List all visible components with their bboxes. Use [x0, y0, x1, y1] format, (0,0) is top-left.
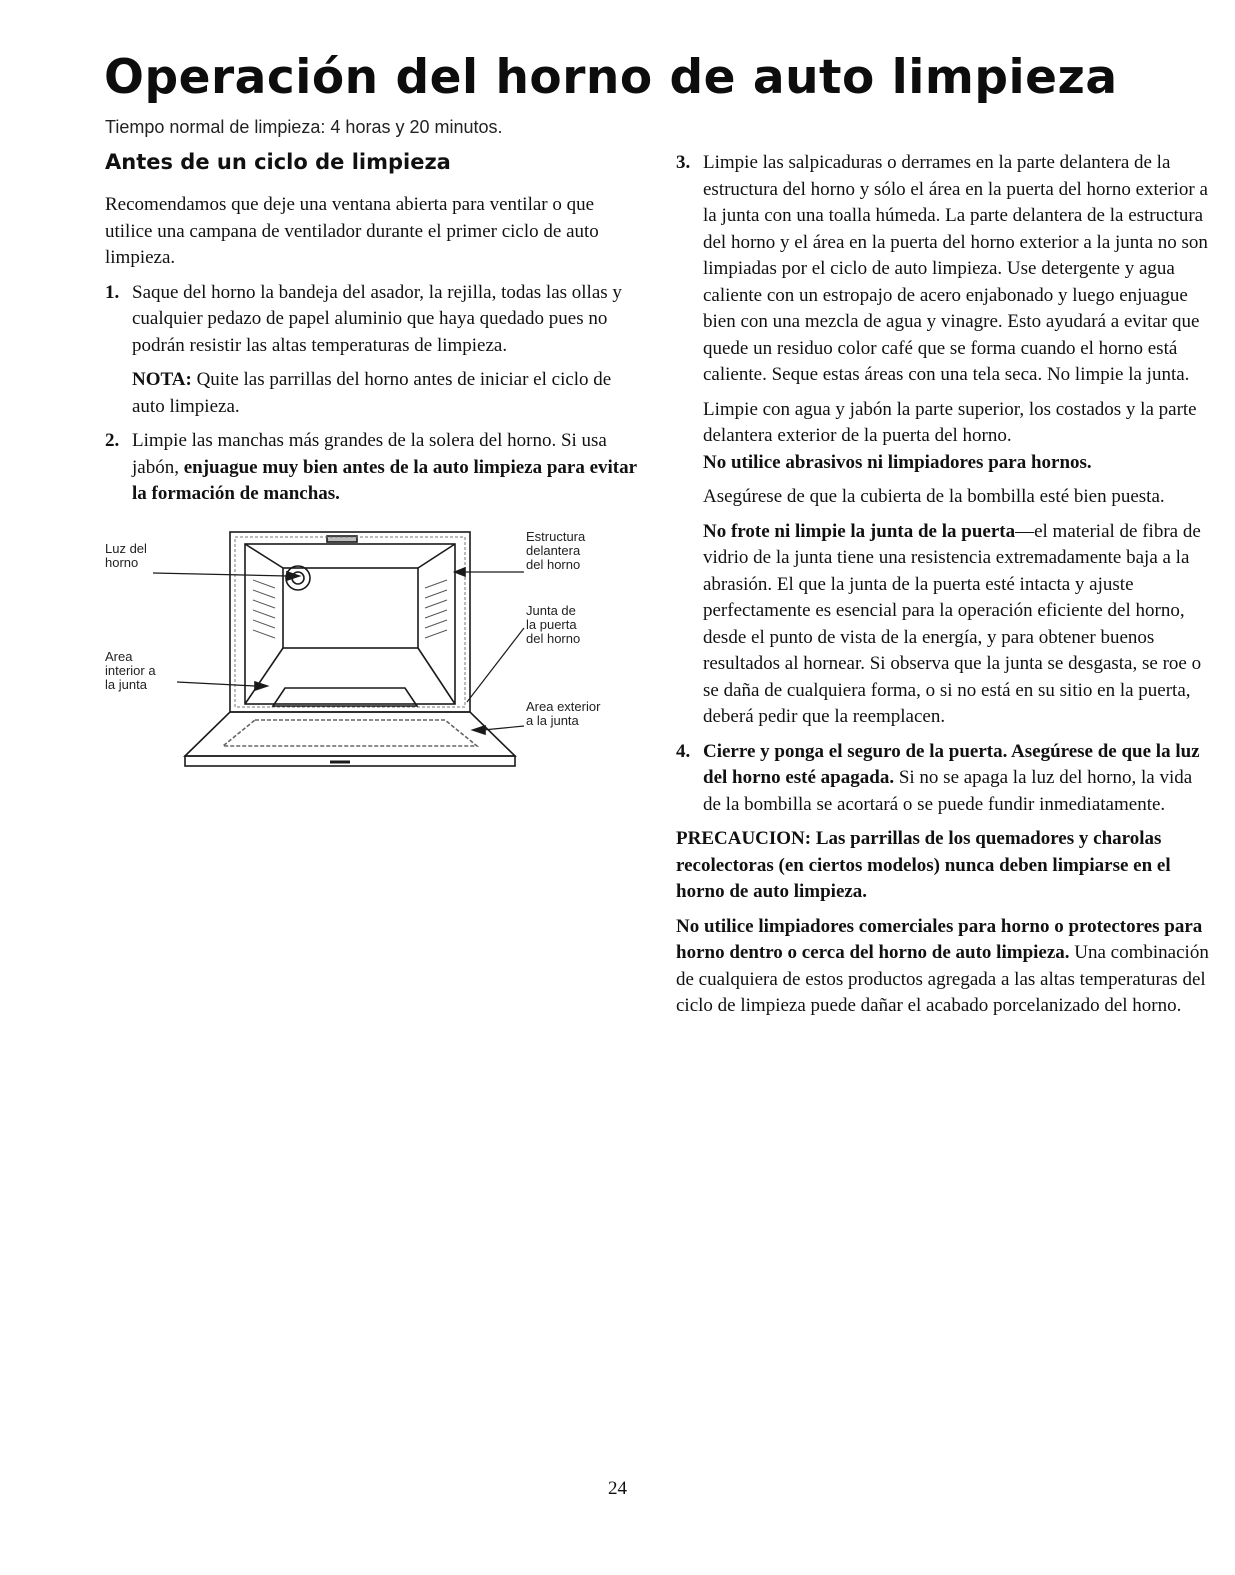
step-number: 4. — [676, 740, 691, 762]
step-4-text — [703, 739, 1211, 819]
oven-diagram — [105, 530, 635, 770]
oven-door — [185, 712, 515, 756]
final-warning — [676, 914, 1211, 1020]
step-4-plain: Si no se apaga la luz del horno, la vida de la bombilla se acortará o se puede fundir inmediatamente. — [703, 767, 1193, 815]
note-text: Quite las parrillas del horno antes de iniciar el ciclo de auto limpieza. — [132, 369, 612, 417]
page-subtitle: Tiempo normal de limpieza: 4 horas y 20 minutos. — [105, 117, 503, 137]
label-area-exterior: Area exterior a la junta — [526, 698, 601, 728]
right-column — [676, 150, 1211, 1028]
precaucion — [676, 826, 1211, 906]
step-1-text: Saque del horno la bandeja del asador, la rejilla, todas las ollas y cualquier pedazo de papel aluminio que haya quedado pues no podrán resistir las altas temperaturas de limpieza. — [132, 281, 622, 356]
step-2-text — [132, 428, 645, 508]
intro-paragraph: Recomendamos que deje una ventana abierta para ventilar o que utilice una campana de ventilador durante el primer ciclo de auto limpieza. — [105, 194, 599, 268]
step-2-bold: enjuague muy bien antes de la auto limpieza para evitar la formación de manchas. — [132, 456, 637, 504]
para-abrasivos — [703, 450, 1211, 477]
para-bombilla: Asegúrese de que la cubierta de la bombilla esté bien puesta. — [703, 486, 1165, 507]
para-abrasivos-bold: No utilice abrasivos ni limpiadores para hornos. — [703, 451, 1092, 473]
step-3 — [676, 150, 1211, 389]
step-1 — [105, 280, 645, 421]
label-junta-puerta: Junta de la puerta del horno — [526, 602, 581, 646]
para-junta-text: —el material de fibra de vidrio de la junta tiene una resistencia extremadamente baja a la abrasión. El que la junta de la puerta esté intacta y ajuste perfectamente es esencial para la operación eficiente del horno, desde el punto de vista de la energía, y para obtener buenos resultados al hornear. Si observa que la junta se desgasta, se roe o se daña de cualquiera forma, o si no está en su sitio en la puerta, deberá pedir que la reemplacen. — [703, 520, 1202, 727]
gasket-block — [676, 519, 1211, 731]
para-junta-bold: No frote ni limpie la junta de la puerta — [703, 520, 1016, 542]
note-label: NOTA: — [132, 369, 192, 390]
exterior-cleaning-block — [676, 397, 1211, 477]
final-warning-text: Una combinación de cualquiera de estos productos agregada a las altas temperaturas del ciclo de limpieza puede dañar el acabado porcelanizado del horno. — [676, 942, 1209, 1016]
label-estructura-delantera: Estructura delantera del horno — [526, 528, 586, 572]
section-heading: Antes de un ciclo de limpieza — [105, 150, 451, 174]
page-number: 24 — [608, 1478, 627, 1499]
left-column — [105, 150, 645, 770]
step-number: 1. — [105, 281, 120, 303]
step-number: 2. — [105, 430, 120, 451]
para-junta — [703, 519, 1211, 731]
step-number: 3. — [676, 152, 691, 173]
final-warning-block — [676, 914, 1211, 1020]
para-costados: Limpie con agua y jabón la parte superior, los costados y la parte delantera exterior de la puerta del horno. — [703, 398, 1197, 446]
note-paragraph — [132, 367, 645, 420]
step-4-bold: Cierre y ponga el seguro de la puerta. Asegúrese de que la luz del horno esté apagada. — [703, 740, 1200, 788]
step-3-text: Limpie las salpicaduras o derrames en la parte delantera de la estructura del horno y sólo el área en la puerta del horno exterior a la junta con una toalla húmeda. La parte delantera de la estructura del horno y el área en la puerta del horno exterior a la junta no son limpiadas por el ciclo de auto limpieza. Use detergente y agua caliente con un estropajo de acero enjabonado y luego enjuague bien con una mezcla de agua y vinagre. Esto ayudará a evitar que quede un residuo color café que se forma cuando el horno está caliente. Seque estas áreas con una tela seca. No limpie la junta. — [703, 152, 1208, 385]
page-title: Operación del horno de auto limpieza — [104, 50, 1118, 105]
label-area-interior: Area interior a la junta — [105, 648, 156, 692]
precaucion-text: PRECAUCION: Las parrillas de los quemadores y charolas recolectoras (en ciertos modelos) nunca deben limpiarse en el horno de auto limpieza. — [676, 828, 1171, 902]
step-2-plain: Limpie las manchas más grandes de la solera del horno. Si usa jabón, — [132, 430, 607, 478]
step-2 — [105, 428, 645, 508]
bulb-block — [676, 484, 1211, 511]
step-4 — [676, 739, 1211, 819]
final-warning-bold: No utilice limpiadores comerciales para horno o protectores para horno dentro o cerca del horno de auto limpieza. — [676, 915, 1203, 963]
precaucion-block — [676, 826, 1211, 906]
label-luz-del-horno: Luz del horno — [105, 540, 147, 570]
